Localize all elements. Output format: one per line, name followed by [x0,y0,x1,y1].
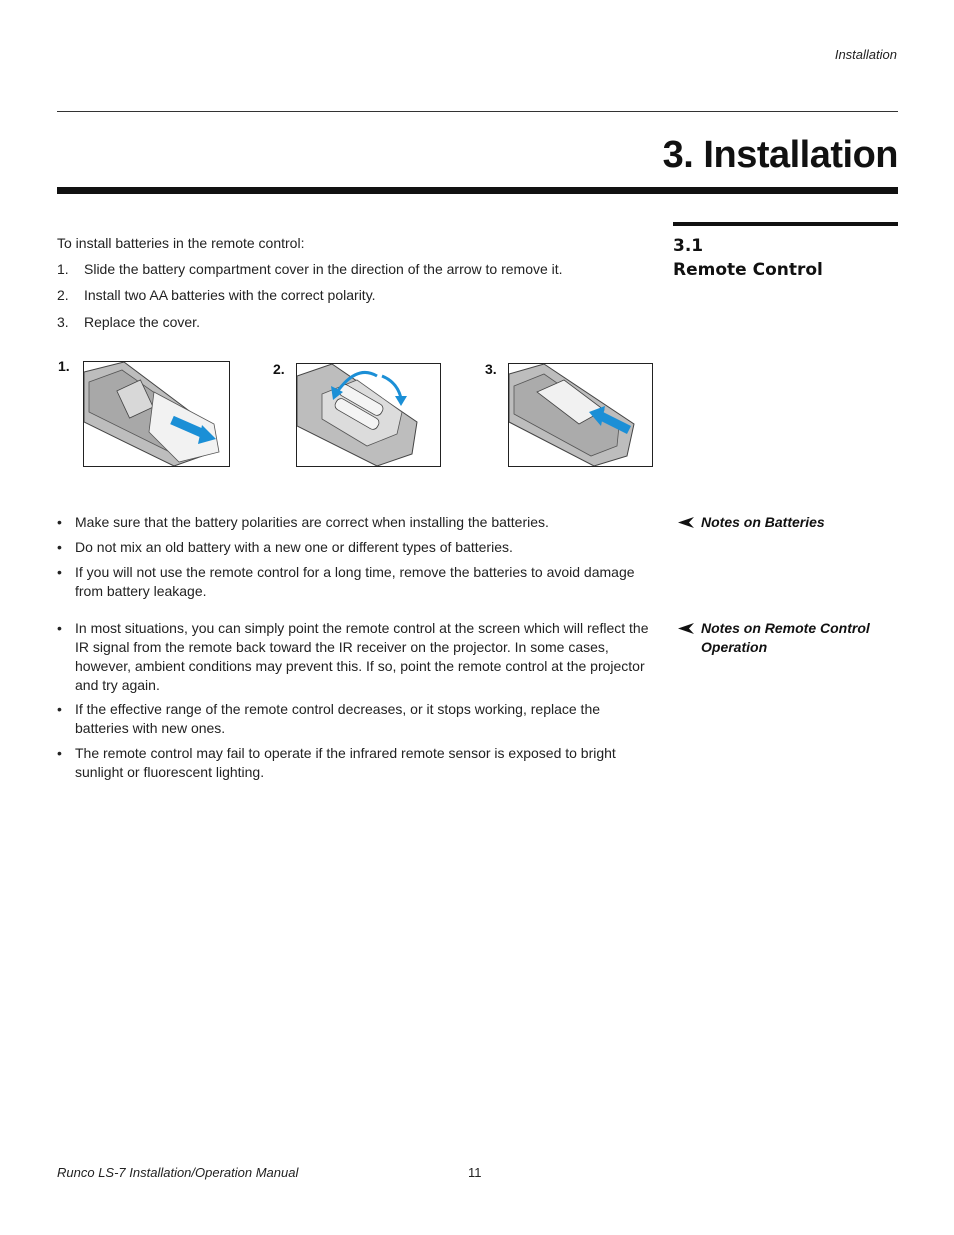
footer-manual-title: Runco LS-7 Installation/Operation Manual [57,1165,299,1180]
list-item [57,513,657,532]
step-number: 3. [57,314,69,330]
step-text: Replace the cover. [84,314,200,330]
bullet-icon: • [57,745,62,761]
step-number: 1. [57,261,69,277]
list-item-text: If you will not use the remote control for a long time, remove the batteries to avoid damage from battery leakage. [75,564,635,599]
list-item [57,619,657,695]
bullet-icon: • [57,539,62,555]
list-item-text: Do not mix an old battery with a new one or different types of batteries. [75,539,513,555]
section-title: Remote Control [673,260,823,280]
bullet-icon: • [57,701,62,717]
bullet-icon: • [57,620,62,636]
list-item [57,700,657,738]
chapter-title: 3. Installation [662,134,898,176]
remote-illustration [297,364,440,466]
header-rule [57,111,898,112]
list-item [57,538,657,557]
remote-illustration [509,364,652,466]
figure-replace-cover [508,363,653,467]
section-number: 3.1 [673,236,704,256]
figure-label: 1. [58,358,70,374]
list-item-text: The remote control may fail to operate if the infrared remote sensor is exposed to bright sunlight or fluorescent lighting. [75,745,616,780]
remote-illustration [84,362,229,466]
running-header: Installation [834,47,897,62]
step-text: Slide the battery compartment cover in the direction of the arrow to remove it. [84,261,563,277]
bullet-icon: • [57,514,62,530]
footer-page-number: 11 [468,1165,482,1180]
list-item [57,563,657,601]
figure-label: 3. [485,361,497,377]
list-item-text: Make sure that the battery polarities are correct when installing the batteries. [75,514,549,530]
left-arrowhead-icon [678,517,694,528]
bullet-icon: • [57,564,62,580]
figure-remove-cover [83,361,230,467]
chapter-rule [57,187,898,194]
step-text: Install two AA batteries with the correct polarity. [84,287,376,303]
section-rule [673,222,898,226]
intro-text: To install batteries in the remote control: [57,235,305,251]
left-arrowhead-icon [678,623,694,634]
figure-label: 2. [273,361,285,377]
list-item-text: In most situations, you can simply point the remote control at the screen which will reflect the IR signal from the remote back toward the IR receiver on the projector. In some cases, however, ambient conditions may prevent this. If so, point the remote control at the projector and try again. [75,620,649,693]
notes-batteries-title: Notes on Batteries [701,514,825,530]
list-item-text: If the effective range of the remote control decreases, or it stops working, replace the batteries with new ones. [75,701,601,736]
notes-remote-title: Notes on Remote Control Operation [701,620,870,655]
step-number: 2. [57,287,69,303]
section-heading [673,234,823,282]
list-item [57,744,657,782]
figure-insert-batteries [296,363,441,467]
